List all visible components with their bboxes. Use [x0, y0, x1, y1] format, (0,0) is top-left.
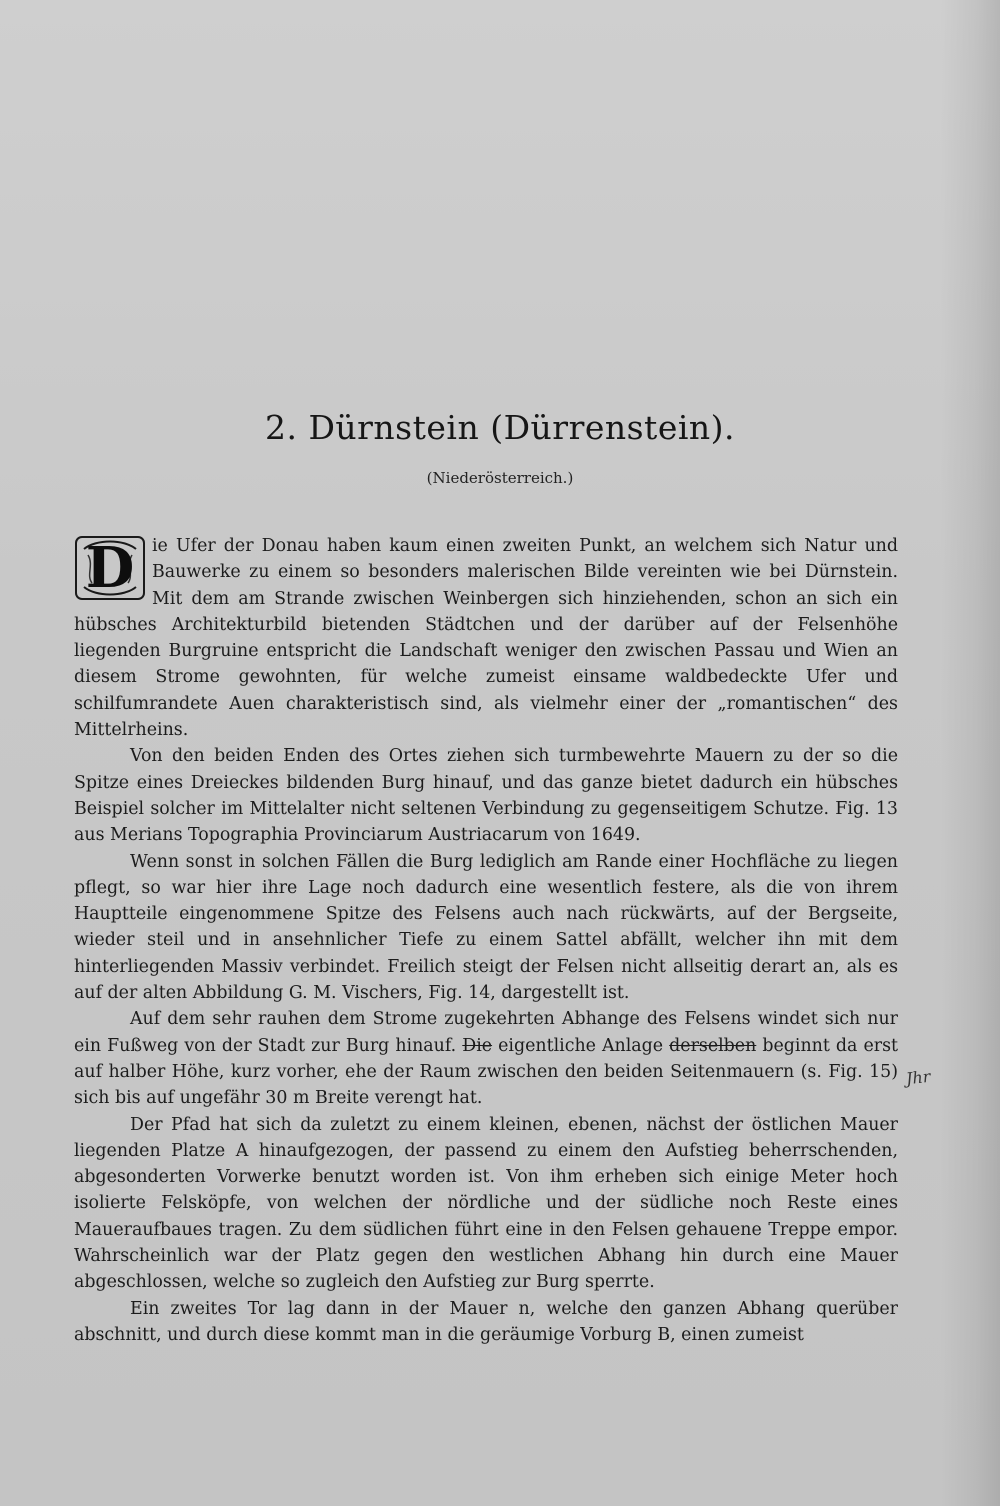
- struck-word-2: derselben: [669, 1035, 757, 1056]
- dropcap-letter: D: [85, 535, 135, 601]
- body-text: [74, 533, 898, 1348]
- paragraph-1-text: ie Ufer der Donau haben kaum einen zweiten Punkt, an welchem sich Natur und Bauwerke zu einem so besonders malerischen Bilde vereinten wie bei Dürnstein. Mit dem am Strande zwischen Weinbergen sich hinziehenden, schon an sich ein hübsches Architekturbild bietenden Städtchen und der darüber auf der Felsenhöhe liegenden Burgruine entspricht die Landschaft weniger den zwischen Passau und Wien an diesem Strome gewohnten, für welche zumeist einsame waldbedeckte Ufer und schilfumrandete Auen charakteristisch sind, als vielmehr einer der „romantischen“ des Mittelrheins.: [74, 536, 898, 741]
- paragraph-1: [74, 533, 898, 743]
- paragraph-5: Der Pfad hat sich da zuletzt zu einem kleinen, ebenen, nächst der östlichen Mauer liegenden Platze A hinaufgezogen, der passend zu einem den Aufstieg beherrschenden, abgesonderten Vorwerke benutzt worden ist. Von ihm erheben sich einige Meter hoch isolierte Felsköpfe, von welchen der nördliche und der südliche noch Reste eines Maueraufbaues tragen. Zu dem südlichen führt eine in den Felsen gehauene Treppe empor. Wahrscheinlich war der Platz gegen den westlichen Abhang hin durch eine Mauer abgeschlossen, welche so zugleich den Aufstieg zur Burg sperrte.: [74, 1114, 898, 1293]
- chapter-title: 2. Dürnstein (Dürrenstein).: [264, 408, 736, 447]
- paragraph-4-tail: beginnt da erst auf halber Höhe, kurz vorher, ehe der Raum zwischen den beiden Seitenmauern (s. Fig. 15) sich bis auf ungefähr 30 m Breite verengt hat.: [74, 1035, 898, 1109]
- chapter-subtitle: (Niederösterreich.): [426, 469, 574, 487]
- paragraph-4-middle: eigentliche Anlage: [492, 1035, 670, 1056]
- paragraph-4: [74, 1006, 898, 1111]
- ornamental-dropcap: [74, 535, 146, 601]
- handwritten-margin-note: Jhr: [905, 1066, 932, 1089]
- struck-word: Die: [462, 1035, 493, 1056]
- page-edge-shadow: [940, 0, 1000, 1506]
- paragraph-6: Ein zweites Tor lag dann in der Mauer n, welche den ganzen Abhang querüber abschnitt, und durch diese kommt man in die geräumige Vorburg B, einen zumeist: [74, 1298, 898, 1345]
- paragraph-4-lead: Auf dem sehr rauhen dem Strome zugekehrten Abhange des Felsens windet sich nur ein Fußweg von der Stadt zur Burg hinauf.: [74, 1009, 898, 1056]
- paragraph-3: Wenn sonst in solchen Fällen die Burg lediglich am Rande einer Hochfläche zu liegen pflegt, so war hier ihre Lage noch dadurch eine wesentlich festere, als die von ihrem Hauptteile eingenommene Spitze des Felsens auch nach rückwärts, auf der Bergseite, wieder steil und in ansehnlicher Tiefe zu einem Sattel abfällt, welcher ihn mit dem hinterliegenden Massiv verbindet. Freilich steigt der Felsen nicht allseitig derart an, als es auf der alten Abbildung G. M. Vischers, Fig. 14, dargestellt ist.: [74, 851, 898, 1004]
- paragraph-2: Von den beiden Enden des Ortes ziehen sich turmbewehrte Mauern zu der so die Spitze eines Dreieckes bildenden Burg hinauf, und das ganze bietet dadurch ein hübsches Beispiel solcher im Mittelalter nicht seltenen Verbindung zu gegenseitigem Schutze. Fig. 13 aus Merians Topographia Provinciarum Austriacarum von 1649.: [74, 746, 898, 846]
